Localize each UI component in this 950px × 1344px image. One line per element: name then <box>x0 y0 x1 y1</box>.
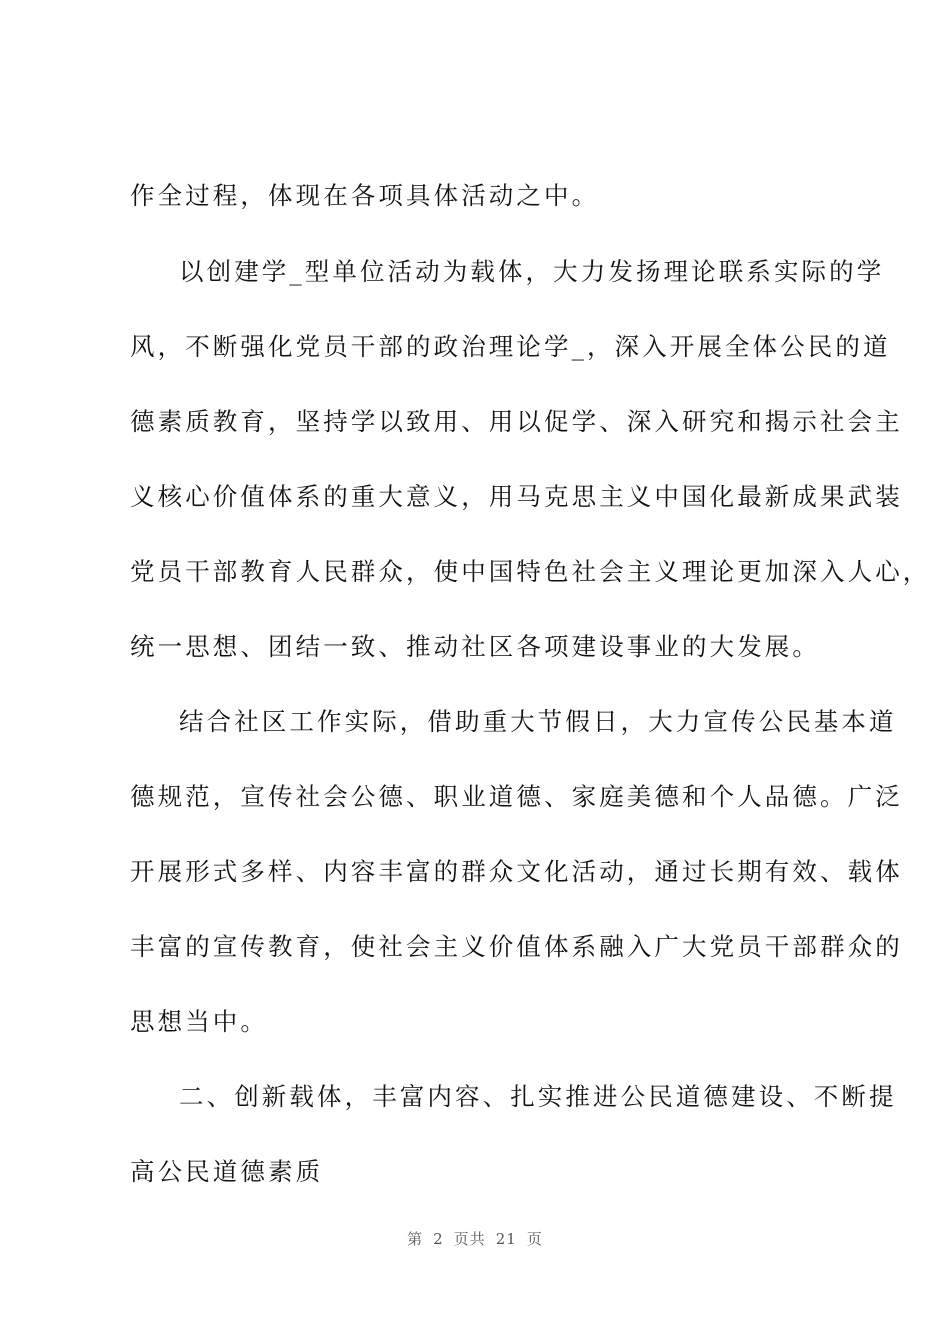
text-line: 丰富的宣传教育，使社会主义价值体系融入广大党员干部群众的 <box>130 932 903 961</box>
section-heading-continued: 高公民道德素质 <box>130 1157 324 1186</box>
text-line: 德规范，宣传社会公德、职业道德、家庭美德和个人品德。广泛 <box>130 782 903 811</box>
text-line: 作全过程，体现在各项具体活动之中。 <box>130 181 600 210</box>
text-line: 统一思想、团结一致、推动社区各项建设事业的大发展。 <box>130 632 820 661</box>
text-line: 思想当中。 <box>130 1007 268 1036</box>
section-heading: 二、创新载体，丰富内容、扎实推进公民道德建设、不断提 <box>179 1082 897 1111</box>
footer-page-number: 2 <box>433 1230 444 1248</box>
paragraph-first-line: 以创建学_型单位活动为载体，大力发扬理论联系实际的学 <box>179 257 885 286</box>
footer-middle: 页共 <box>453 1230 486 1248</box>
text-line: 党员干部教育人民群众，使中国特色社会主义理论更加深入人心， <box>130 557 931 586</box>
page-footer <box>0 1228 950 1249</box>
footer-suffix: 页 <box>526 1230 543 1248</box>
paragraph-first-line: 结合社区工作实际，借助重大节假日，大力宣传公民基本道 <box>179 707 897 736</box>
footer-total-pages: 21 <box>495 1230 517 1248</box>
text-line: 义核心价值体系的重大意义，用马克思主义中国化最新成果武装 <box>130 482 903 511</box>
text-line: 风，不断强化党员干部的政治理论学_，深入开展全体公民的道 <box>130 332 891 361</box>
text-line: 开展形式多样、内容丰富的群众文化活动，通过长期有效、载体 <box>130 857 903 886</box>
footer-prefix: 第 <box>407 1230 424 1248</box>
text-line: 德素质教育，坚持学以致用、用以促学、深入研究和揭示社会主 <box>130 407 903 436</box>
